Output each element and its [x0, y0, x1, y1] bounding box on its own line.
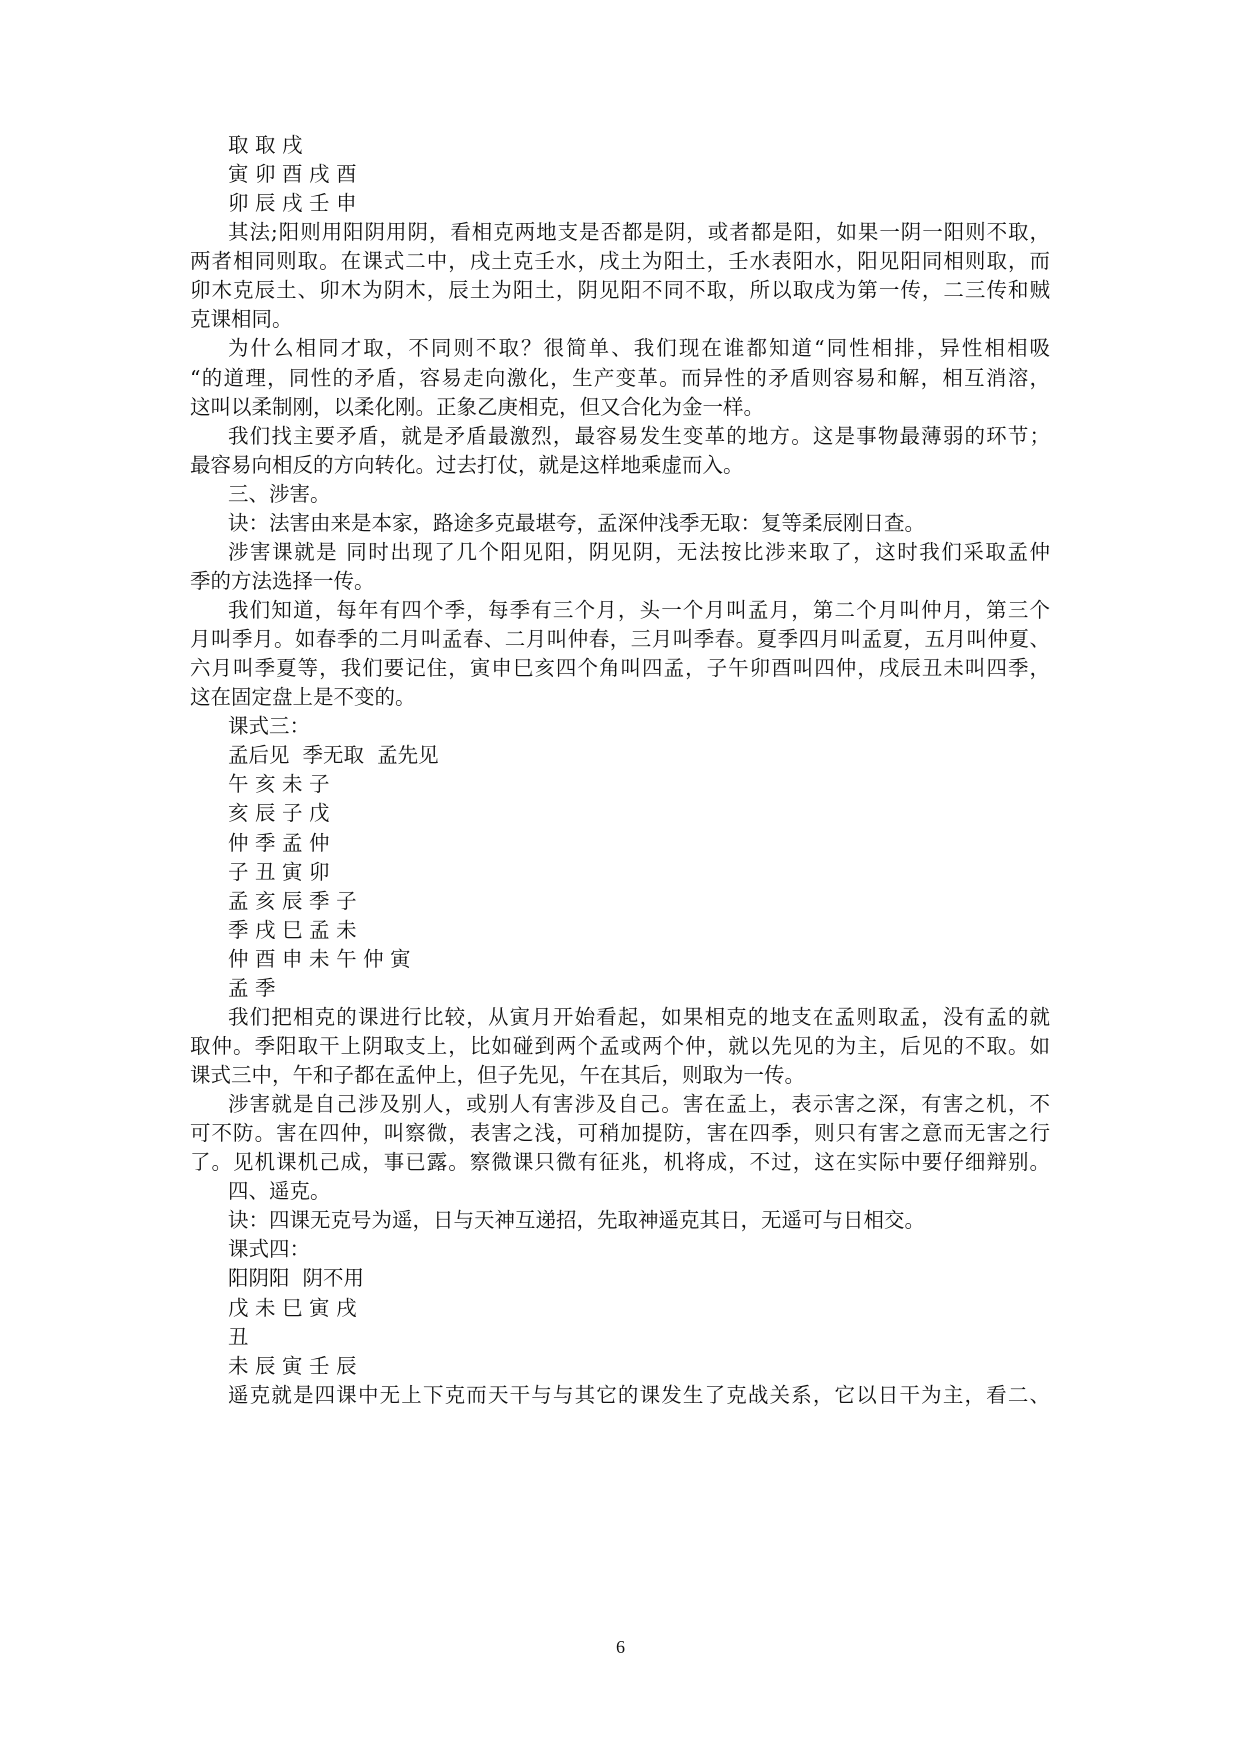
lesson-chart-title: 课式四： — [228, 1237, 310, 1262]
section-heading: 四、遥克。 — [228, 1179, 331, 1204]
text-line: 可不防。害在四仲，叫察微，表害之浅，可稍加提防，害在四季，则只有害之意而无害之行 — [190, 1121, 1050, 1146]
lesson-chart-row: 子 丑 寅 卯 — [228, 859, 330, 884]
text-line: 月叫季月。如春季的二月叫孟春、二月叫仲春，三月叫季春。夏季四月叫孟夏，五月叫仲夏、 — [190, 627, 1050, 652]
text-line: 卯木克辰土、卯木为阴木，辰土为阳土，阴见阳不同不取，所以取戌为第一传，二三传和贼 — [190, 278, 1050, 303]
text-line: 两者相同则取。在课式二中，戌土克壬水，戌土为阳土，壬水表阳水，阳见阳同相则取，而 — [190, 249, 1050, 274]
text-line: 了。见机课机己成，事已露。察微课只微有征兆，机将成，不过，这在实际中要仔细辩别。 — [190, 1150, 1050, 1175]
lesson-chart-row: 仲 季 孟 仲 — [228, 830, 330, 855]
section-heading: 三、涉害。 — [228, 481, 331, 506]
lesson-chart-row: 未 辰 寅 壬 辰 — [228, 1353, 357, 1378]
lesson-chart-row: 阳阴阳 阴不用 — [228, 1266, 365, 1291]
page-body — [190, 131, 1050, 1410]
verse-line: 诀：四课无克号为遥，日与天神互递招，先取神遥克其日，无遥可与日相交。 — [228, 1208, 925, 1233]
text-line: 我们知道，每年有四个季，每季有三个月，头一个月叫孟月，第二个月叫仲月，第三个 — [228, 598, 1050, 622]
text-line: 这叫以柔制刚，以柔化刚。正象乙庚相克，但又合化为金一样。 — [190, 394, 764, 419]
lesson-chart-row: 丑 — [228, 1324, 249, 1349]
text-line: 涉害就是自己涉及别人，或别人有害涉及自己。害在孟上，表示害之深，有害之机，不 — [228, 1092, 1050, 1117]
page-number: 6 — [616, 1637, 625, 1657]
text-line: 课式三中，午和子都在孟仲上，但子先见，午在其后，则取为一传。 — [190, 1063, 805, 1087]
verse-line: 诀：法害由来是本家，路途多克最堪夸，孟深仲浅季无取：复等柔辰刚日查。 — [228, 510, 925, 535]
text-line: 克课相同。 — [190, 307, 293, 332]
text-line: 六月叫季夏等，我们要记住，寅申巳亥四个角叫四孟，子午卯酉叫四仲，戌辰丑未叫四季， — [190, 656, 1050, 681]
lesson-chart-row: 寅 卯 酉 戌 酉 — [228, 162, 357, 187]
text-line: 其法;阳则用阳阴用阴，看相克两地支是否都是阴，或者都是阳，如果一阴一阳则不取， — [228, 220, 1050, 245]
text-line: 取仲。季阳取干上阴取支上，比如碰到两个孟或两个仲，就以先见的为主，后见的不取。如 — [190, 1033, 1050, 1058]
text-line: “的道理，同性的矛盾，容易走向激化，生产变革。而异性的矛盾则容易和解，相互消溶， — [190, 365, 1050, 390]
lesson-chart-row: 卯 辰 戌 壬 申 — [228, 191, 357, 216]
lesson-chart-row: 孟后见 季无取 孟先见 — [228, 743, 439, 768]
lesson-chart-row: 季 戌 巳 孟 未 — [228, 917, 357, 942]
text-line: 遥克就是四课中无上下克而天干与与其它的课发生了克战关系，它以日干为主，看二、 — [228, 1382, 1050, 1407]
lesson-chart-row: 午 亥 未 子 — [228, 772, 330, 797]
lesson-chart-title: 课式三： — [228, 714, 310, 739]
text-line: 涉害课就是 同时出现了几个阳见阳，阴见阴，无法按比涉来取了，这时我们采取孟仲 — [228, 539, 1050, 564]
text-line: 最容易向相反的方向转化。过去打仗，就是这样地乘虚而入。 — [190, 452, 744, 477]
lesson-chart-row: 孟 亥 辰 季 子 — [228, 888, 357, 913]
text-line: 我们找主要矛盾，就是矛盾最激烈，最容易发生变革的地方。这是事物最薄弱的环节； — [228, 423, 1050, 448]
lesson-chart-row: 亥 辰 子 戊 — [228, 801, 330, 826]
lesson-chart-row: 仲 酉 申 未 午 仲 寅 — [228, 946, 411, 971]
text-line: 我们把相克的课进行比较，从寅月开始看起，如果相克的地支在孟则取孟，没有孟的就 — [228, 1004, 1050, 1029]
lesson-chart-row: 取 取 戌 — [228, 133, 303, 157]
text-line: 季的方法选择一传。 — [190, 568, 375, 593]
lesson-chart-row: 孟 季 — [228, 975, 276, 1000]
text-line: 为什么相同才取，不同则不取？很简单、我们现在谁都知道“同性相排，异性相相吸 — [228, 336, 1050, 361]
text-line: 这在固定盘上是不变的。 — [190, 685, 416, 710]
lesson-chart-row: 戊 未 巳 寅 戌 — [228, 1295, 357, 1320]
